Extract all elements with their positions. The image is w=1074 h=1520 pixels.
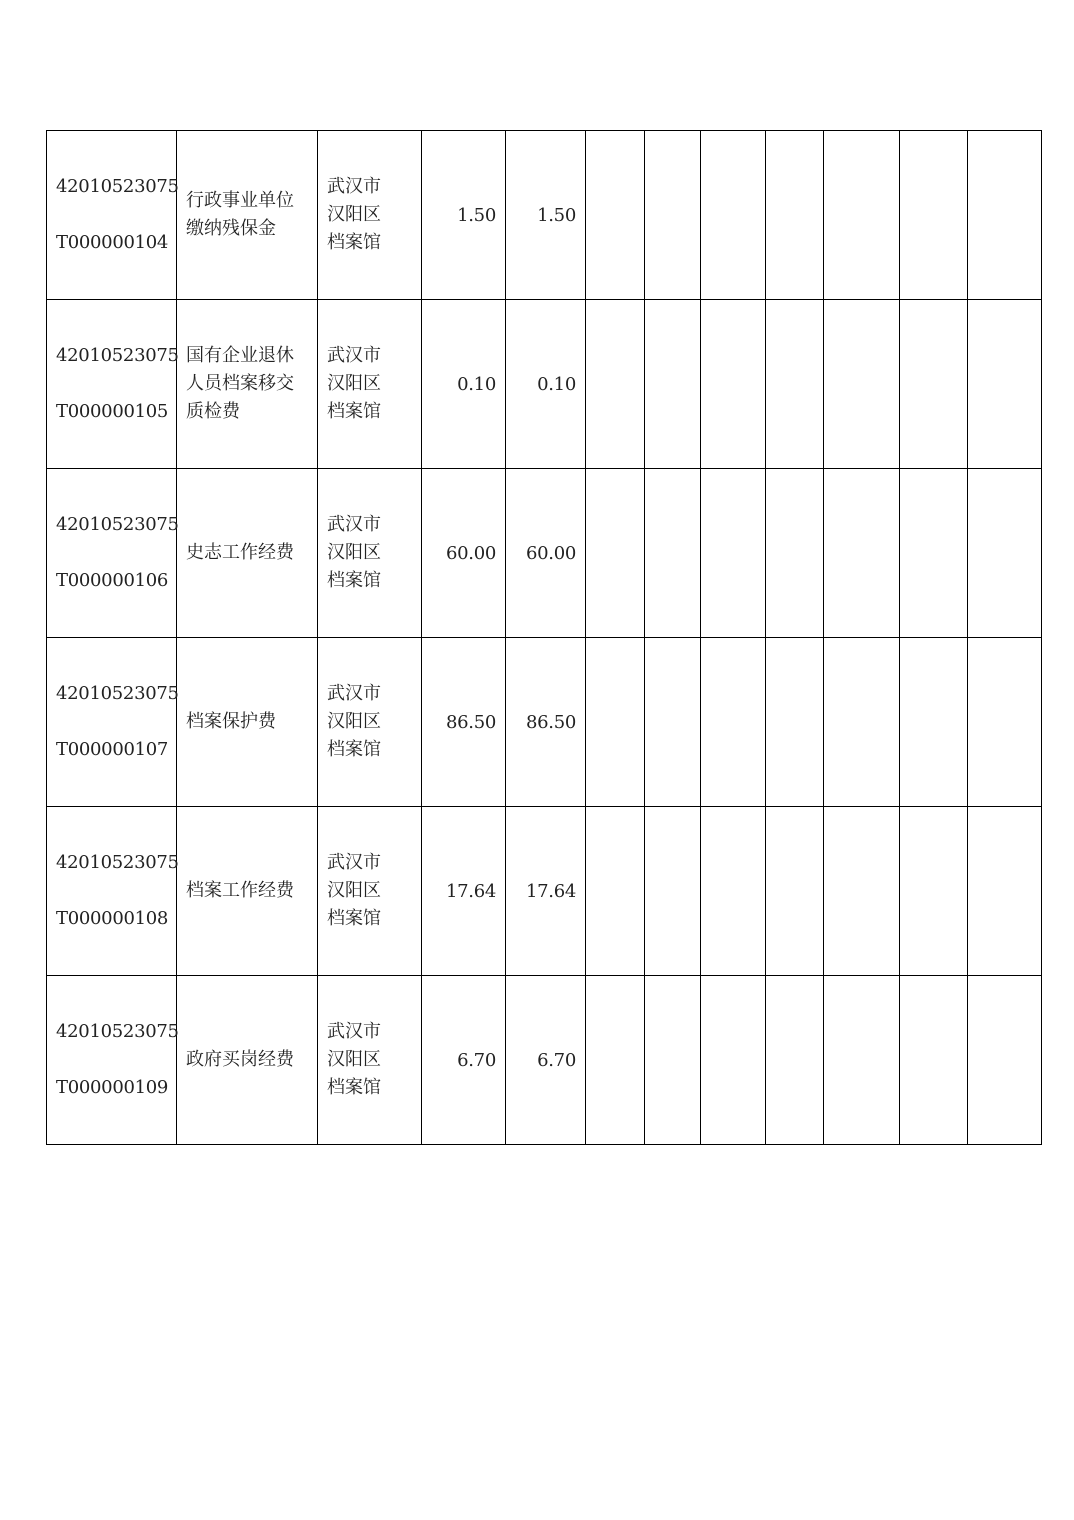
project-name-line: 质检费 bbox=[186, 401, 240, 422]
project-code-line-1: 42010523075 bbox=[56, 514, 179, 535]
table-row bbox=[47, 131, 1042, 300]
project-code-cell bbox=[47, 638, 177, 807]
code-spacer bbox=[56, 708, 176, 736]
empty-cell bbox=[766, 807, 824, 976]
empty-cell bbox=[701, 469, 766, 638]
table-row bbox=[47, 976, 1042, 1145]
project-code-cell bbox=[47, 469, 177, 638]
project-code-line-2: T000000104 bbox=[56, 232, 169, 253]
empty-cell bbox=[900, 638, 968, 807]
empty-cell bbox=[701, 807, 766, 976]
empty-cell bbox=[900, 807, 968, 976]
amount-cell-2: 60.00 bbox=[506, 469, 586, 638]
amount-cell-1: 86.50 bbox=[422, 638, 506, 807]
code-spacer bbox=[56, 1046, 176, 1074]
unit-name-line: 档案馆 bbox=[327, 401, 381, 422]
amount-cell-1: 0.10 bbox=[422, 300, 506, 469]
unit-name-cell bbox=[318, 469, 422, 638]
amount-cell-1: 1.50 bbox=[422, 131, 506, 300]
unit-name-line: 武汉市 bbox=[327, 176, 381, 197]
empty-cell bbox=[586, 469, 645, 638]
code-spacer bbox=[56, 877, 176, 905]
unit-name-line: 汉阳区 bbox=[327, 711, 381, 732]
amount-cell-2: 0.10 bbox=[506, 300, 586, 469]
unit-name-line: 汉阳区 bbox=[327, 1049, 381, 1070]
project-code-cell bbox=[47, 807, 177, 976]
amount-cell-1: 6.70 bbox=[422, 976, 506, 1145]
empty-cell bbox=[824, 469, 900, 638]
empty-cell bbox=[900, 300, 968, 469]
budget-project-table bbox=[46, 130, 1042, 1145]
empty-cell bbox=[645, 976, 701, 1145]
project-name-cell bbox=[177, 469, 318, 638]
project-code-cell bbox=[47, 131, 177, 300]
unit-name-line: 汉阳区 bbox=[327, 373, 381, 394]
amount-cell-1: 17.64 bbox=[422, 807, 506, 976]
project-code-line-1: 42010523075 bbox=[56, 176, 179, 197]
amount-cell-2: 17.64 bbox=[506, 807, 586, 976]
empty-cell bbox=[968, 469, 1042, 638]
code-spacer bbox=[56, 370, 176, 398]
empty-cell bbox=[766, 469, 824, 638]
amount-cell-2: 6.70 bbox=[506, 976, 586, 1145]
empty-cell bbox=[766, 131, 824, 300]
unit-name-line: 武汉市 bbox=[327, 852, 381, 873]
empty-cell bbox=[586, 976, 645, 1145]
empty-cell bbox=[766, 976, 824, 1145]
unit-name-line: 档案馆 bbox=[327, 908, 381, 929]
unit-name-line: 档案馆 bbox=[327, 570, 381, 591]
project-code-line-2: T000000108 bbox=[56, 908, 169, 929]
amount-cell-1: 60.00 bbox=[422, 469, 506, 638]
empty-cell bbox=[824, 131, 900, 300]
project-name-line: 档案工作经费 bbox=[186, 880, 294, 901]
unit-name-line: 武汉市 bbox=[327, 683, 381, 704]
unit-name-line: 档案馆 bbox=[327, 232, 381, 253]
project-name-cell bbox=[177, 807, 318, 976]
table-body bbox=[47, 131, 1042, 1145]
empty-cell bbox=[824, 300, 900, 469]
empty-cell bbox=[968, 300, 1042, 469]
project-name-cell bbox=[177, 638, 318, 807]
empty-cell bbox=[968, 807, 1042, 976]
table-row bbox=[47, 469, 1042, 638]
project-code-line-1: 42010523075 bbox=[56, 1021, 179, 1042]
unit-name-cell bbox=[318, 807, 422, 976]
empty-cell bbox=[701, 976, 766, 1145]
unit-name-cell bbox=[318, 638, 422, 807]
code-spacer bbox=[56, 201, 176, 229]
project-name-line: 人员档案移交 bbox=[186, 373, 294, 394]
empty-cell bbox=[968, 131, 1042, 300]
unit-name-cell bbox=[318, 976, 422, 1145]
project-code-line-1: 42010523075 bbox=[56, 683, 179, 704]
unit-name-line: 汉阳区 bbox=[327, 542, 381, 563]
empty-cell bbox=[586, 638, 645, 807]
project-code-line-1: 42010523075 bbox=[56, 852, 179, 873]
table-row bbox=[47, 638, 1042, 807]
project-name-line: 行政事业单位 bbox=[186, 190, 294, 211]
table-row bbox=[47, 807, 1042, 976]
unit-name-line: 档案馆 bbox=[327, 1077, 381, 1098]
unit-name-cell bbox=[318, 131, 422, 300]
empty-cell bbox=[586, 131, 645, 300]
empty-cell bbox=[900, 469, 968, 638]
code-spacer bbox=[56, 539, 176, 567]
empty-cell bbox=[968, 976, 1042, 1145]
project-name-cell bbox=[177, 300, 318, 469]
unit-name-line: 汉阳区 bbox=[327, 204, 381, 225]
table-row bbox=[47, 300, 1042, 469]
empty-cell bbox=[586, 807, 645, 976]
project-code-line-2: T000000105 bbox=[56, 401, 169, 422]
unit-name-line: 武汉市 bbox=[327, 514, 381, 535]
project-name-line: 缴纳残保金 bbox=[186, 218, 276, 239]
empty-cell bbox=[645, 300, 701, 469]
empty-cell bbox=[824, 638, 900, 807]
empty-cell bbox=[645, 807, 701, 976]
project-name-line: 政府买岗经费 bbox=[186, 1049, 294, 1070]
empty-cell bbox=[900, 976, 968, 1145]
empty-cell bbox=[701, 131, 766, 300]
empty-cell bbox=[766, 300, 824, 469]
amount-cell-2: 86.50 bbox=[506, 638, 586, 807]
unit-name-line: 汉阳区 bbox=[327, 880, 381, 901]
empty-cell bbox=[586, 300, 645, 469]
empty-cell bbox=[701, 300, 766, 469]
empty-cell bbox=[824, 976, 900, 1145]
empty-cell bbox=[701, 638, 766, 807]
empty-cell bbox=[645, 638, 701, 807]
project-code-cell bbox=[47, 300, 177, 469]
empty-cell bbox=[968, 638, 1042, 807]
project-name-line: 史志工作经费 bbox=[186, 542, 294, 563]
unit-name-line: 武汉市 bbox=[327, 1021, 381, 1042]
amount-cell-2: 1.50 bbox=[506, 131, 586, 300]
unit-name-cell bbox=[318, 300, 422, 469]
empty-cell bbox=[900, 131, 968, 300]
project-code-line-2: T000000109 bbox=[56, 1077, 169, 1098]
project-code-line-2: T000000107 bbox=[56, 739, 169, 760]
project-name-line: 国有企业退休 bbox=[186, 345, 294, 366]
project-name-line: 档案保护费 bbox=[186, 711, 276, 732]
empty-cell bbox=[645, 131, 701, 300]
project-name-cell bbox=[177, 131, 318, 300]
unit-name-line: 武汉市 bbox=[327, 345, 381, 366]
project-code-line-1: 42010523075 bbox=[56, 345, 179, 366]
project-name-cell bbox=[177, 976, 318, 1145]
empty-cell bbox=[766, 638, 824, 807]
project-code-cell bbox=[47, 976, 177, 1145]
unit-name-line: 档案馆 bbox=[327, 739, 381, 760]
project-code-line-2: T000000106 bbox=[56, 570, 169, 591]
empty-cell bbox=[645, 469, 701, 638]
empty-cell bbox=[824, 807, 900, 976]
